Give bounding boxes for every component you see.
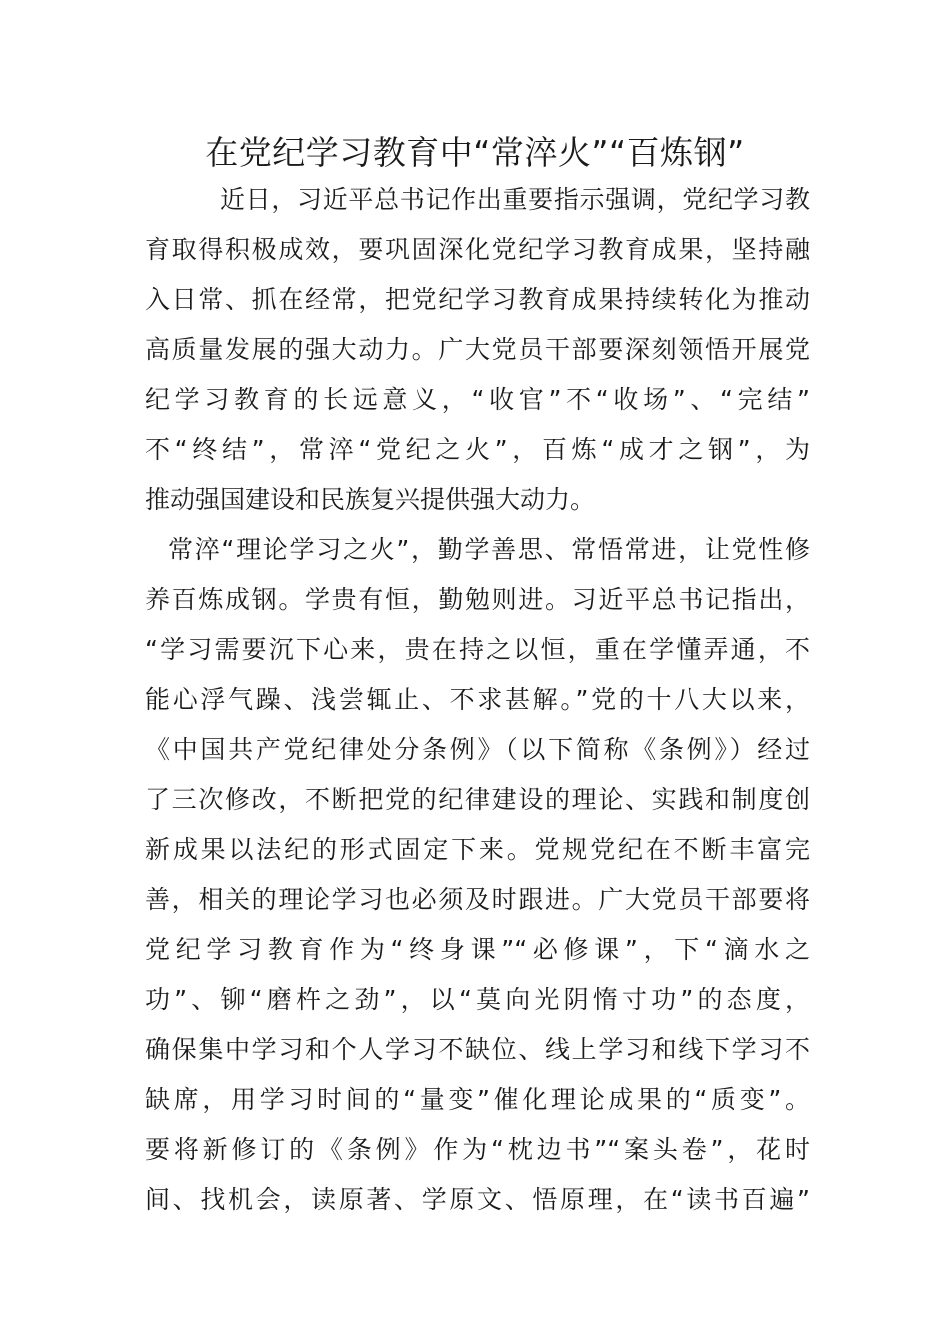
document-title: 在党纪学习教育中“常淬火”“百炼钢”	[205, 133, 745, 172]
paragraph-line: “学习需要沉下心来，贵在持之以恒，重在学懂弄通，不	[145, 635, 810, 664]
paragraph-line: 养百炼成钢。学贵有恒，勤勉则进。习近平总书记指出，	[145, 585, 810, 614]
paragraph-line: 功”、铆“磨杵之劲”，以“莫向光阴惰寸功”的态度，	[145, 985, 810, 1014]
paragraph-line: 新成果以法纪的形式固定下来。党规党纪在不断丰富完	[145, 835, 810, 864]
paragraph-line: 缺席，用学习时间的“量变”催化理论成果的“质变”。	[145, 1085, 810, 1114]
paragraph-line: 常淬“理论学习之火”，勤学善思、常悟常进，让党性修	[168, 535, 810, 564]
paragraph-line: 不“终结”，常淬“党纪之火”，百炼“成才之钢”，为	[145, 435, 810, 464]
paragraph-line: 要将新修订的《条例》作为“枕边书”“案头卷”，花时	[145, 1135, 810, 1164]
paragraph-line: 能心浮气躁、浅尝辄止、不求甚解。”党的十八大以来，	[145, 685, 810, 714]
paragraph-line: 间、找机会，读原著、学原文、悟原理，在“读书百遍”	[145, 1185, 810, 1214]
paragraph-line: 高质量发展的强大动力。广大党员干部要深刻领悟开展党	[145, 335, 810, 364]
paragraph-line: 近日，习近平总书记作出重要指示强调，党纪学习教	[220, 185, 810, 214]
paragraph-line: 纪学习教育的长远意义，“收官”不“收场”、“完结”	[145, 385, 810, 414]
paragraph-line: 党纪学习教育作为“终身课”“必修课”，下“滴水之	[145, 935, 810, 964]
paragraph-line: 确保集中学习和个人学习不缺位、线上学习和线下学习不	[145, 1035, 810, 1064]
paragraph-line: 入日常、抓在经常，把党纪学习教育成果持续转化为推动	[145, 285, 810, 314]
paragraph-line: 《中国共产党纪律处分条例》（以下简称《条例》）经过	[145, 735, 810, 764]
paragraph-line: 了三次修改，不断把党的纪律建设的理论、实践和制度创	[145, 785, 810, 814]
paragraph-line: 育取得积极成效，要巩固深化党纪学习教育成果，坚持融	[145, 235, 810, 264]
paragraph-line: 推动强国建设和民族复兴提供强大动力。	[145, 485, 596, 514]
paragraph-line: 善，相关的理论学习也必须及时跟进。广大党员干部要将	[145, 885, 810, 914]
